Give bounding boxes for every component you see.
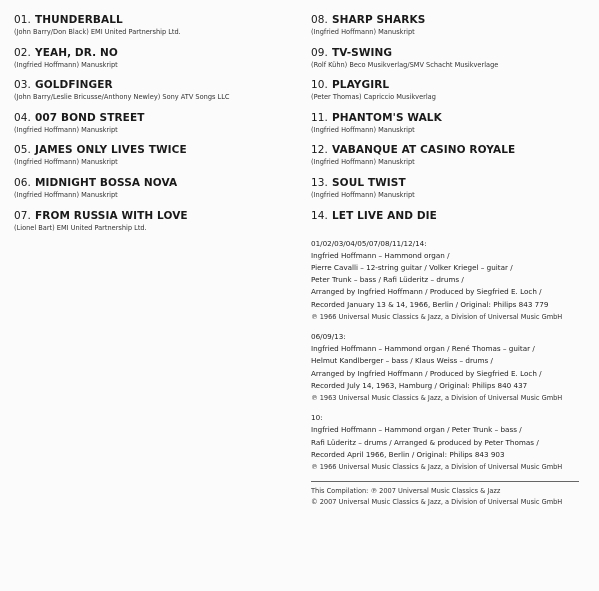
track-name: MIDNIGHT BOSSA NOVA bbox=[35, 176, 178, 189]
session-tracks-heading: 01/02/03/04/05/07/08/11/12/14: bbox=[311, 238, 427, 248]
track-title bbox=[14, 177, 294, 190]
track-name: VABANQUE AT CASINO ROYALE bbox=[332, 144, 516, 157]
track-title bbox=[14, 14, 294, 27]
track-number: 07. bbox=[14, 209, 31, 222]
track-number: 08. bbox=[311, 14, 328, 26]
tracklist-right bbox=[311, 14, 593, 508]
track-number: 12. bbox=[311, 144, 328, 157]
session-line: Arranged by Ingfried Hoffmann / Produced by Siegfried E. Loch / bbox=[311, 368, 542, 378]
track-credit: (Ingfried Hoffmann) Manuskript bbox=[14, 190, 118, 199]
session-line: Rafi Lüderitz – drums / Arranged & produced by Peter Thomas / bbox=[311, 437, 539, 447]
track-credit: (Peter Thomas) Capriccio Musikverlag bbox=[311, 93, 436, 102]
session-line: Ingfried Hoffmann – Hammond organ / bbox=[311, 250, 450, 260]
track-title bbox=[311, 177, 593, 190]
session-line: Arranged by Ingfried Hoffmann / Produced by Siegfried E. Loch / bbox=[311, 287, 542, 297]
track-number: 03. bbox=[14, 79, 31, 92]
session-tracks-heading: 10: bbox=[311, 413, 323, 423]
session-notes bbox=[311, 238, 593, 474]
session-block bbox=[311, 331, 593, 404]
track-title bbox=[311, 210, 593, 223]
track-name: FROM RUSSIA WITH LOVE bbox=[35, 209, 188, 222]
session-line: Pierre Cavalli – 12-string guitar / Volker Kriegel – guitar / bbox=[311, 262, 513, 272]
track-title bbox=[14, 112, 294, 125]
track-name: LET LIVE AND DIE bbox=[332, 209, 437, 222]
track-title bbox=[14, 79, 294, 92]
track-item bbox=[311, 210, 593, 238]
track-credit: (Ingfried Hoffmann) Manuskript bbox=[311, 158, 415, 167]
track-name: PHANTOM'S WALK bbox=[332, 111, 442, 124]
track-title bbox=[14, 47, 294, 60]
track-item bbox=[14, 79, 294, 112]
session-copyright: ℗ 1963 Universal Music Classics & Jazz, a Division of Universal Music GmbH bbox=[311, 394, 563, 402]
track-item bbox=[311, 144, 593, 177]
track-title bbox=[311, 79, 593, 92]
compilation-phonogram: This Compilation: ℗ 2007 Universal Music Classics & Jazz bbox=[311, 487, 501, 496]
track-item bbox=[14, 177, 294, 210]
track-name: PLAYGIRL bbox=[332, 79, 390, 92]
session-line: Peter Trunk – bass / Rafi Lüderitz – drums / bbox=[311, 275, 464, 285]
track-credit: (Rolf Kühn) Beco Musikverlag/SMV Schacht Musikverlage bbox=[311, 60, 499, 69]
track-title bbox=[311, 47, 593, 60]
track-item bbox=[14, 14, 294, 47]
track-item bbox=[14, 112, 294, 145]
track-item bbox=[14, 210, 294, 243]
track-name: SOUL TWIST bbox=[332, 176, 406, 189]
track-name: YEAH, DR. NO bbox=[35, 46, 118, 59]
session-tracks-heading: 06/09/13: bbox=[311, 331, 346, 341]
track-number: 11. bbox=[311, 111, 328, 124]
track-title bbox=[311, 14, 593, 27]
session-line: Helmut Kandlberger – bass / Klaus Weiss – drums / bbox=[311, 356, 493, 366]
track-name: JAMES ONLY LIVES TWICE bbox=[35, 144, 187, 157]
track-name: GOLDFINGER bbox=[35, 79, 113, 92]
track-title bbox=[14, 210, 294, 223]
divider bbox=[311, 481, 579, 482]
track-number: 14. bbox=[311, 209, 328, 222]
track-title bbox=[14, 144, 294, 157]
session-line: Ingfried Hoffmann – Hammond organ / René Thomas – guitar / bbox=[311, 344, 535, 354]
track-credit: (John Barry/Don Black) EMI United Partnership Ltd. bbox=[14, 28, 181, 36]
tracklist-left bbox=[14, 14, 294, 242]
session-line: Recorded January 13 & 14, 1966, Berlin / Original: Philips 843 779 bbox=[311, 299, 549, 309]
session-line: Recorded July 14, 1963, Hamburg / Original: Philips 840 437 bbox=[311, 380, 528, 390]
track-name: 007 BOND STREET bbox=[35, 111, 145, 124]
track-credit: (Ingfried Hoffmann) Manuskript bbox=[311, 125, 415, 134]
track-credit: (Ingfried Hoffmann) Manuskript bbox=[311, 28, 415, 36]
track-credit: (Ingfried Hoffmann) Manuskript bbox=[14, 60, 118, 69]
track-item bbox=[14, 47, 294, 80]
compilation-copyright: © 2007 Universal Music Classics & Jazz, a Division of Universal Music GmbH bbox=[311, 498, 563, 507]
track-number: 04. bbox=[14, 111, 31, 124]
track-item bbox=[311, 112, 593, 145]
track-credit: (Ingfried Hoffmann) Manuskript bbox=[14, 125, 118, 134]
track-item bbox=[14, 144, 294, 177]
track-title bbox=[311, 144, 593, 157]
track-number: 01. bbox=[14, 14, 31, 26]
track-name: TV-SWING bbox=[332, 46, 393, 59]
session-block bbox=[311, 412, 593, 473]
track-number: 06. bbox=[14, 176, 31, 189]
track-item bbox=[311, 79, 593, 112]
track-credit: (Lionel Bart) EMI United Partnership Ltd. bbox=[14, 223, 147, 232]
track-name: THUNDERBALL bbox=[35, 14, 123, 26]
track-number: 02. bbox=[14, 46, 31, 59]
track-item bbox=[311, 14, 593, 47]
track-item bbox=[311, 177, 593, 210]
session-block bbox=[311, 238, 593, 323]
session-copyright: ℗ 1966 Universal Music Classics & Jazz, a Division of Universal Music GmbH bbox=[311, 463, 563, 472]
session-line: Ingfried Hoffmann – Hammond organ / Peter Trunk – bass / bbox=[311, 425, 522, 435]
session-copyright: ℗ 1966 Universal Music Classics & Jazz, a Division of Universal Music GmbH bbox=[311, 312, 563, 321]
track-number: 10. bbox=[311, 79, 328, 92]
track-credit: (Ingfried Hoffmann) Manuskript bbox=[311, 190, 415, 199]
track-credit: (Ingfried Hoffmann) Manuskript bbox=[14, 158, 118, 167]
track-name: SHARP SHARKS bbox=[332, 14, 426, 26]
track-number: 05. bbox=[14, 144, 31, 157]
track-item bbox=[311, 47, 593, 80]
track-number: 09. bbox=[311, 46, 328, 59]
track-number: 13. bbox=[311, 176, 328, 189]
track-title bbox=[311, 112, 593, 125]
track-credit: (John Barry/Leslie Bricusse/Anthony Newley) Sony ATV Songs LLC bbox=[14, 93, 230, 102]
session-line: Recorded April 1966, Berlin / Original: Philips 843 903 bbox=[311, 449, 505, 459]
